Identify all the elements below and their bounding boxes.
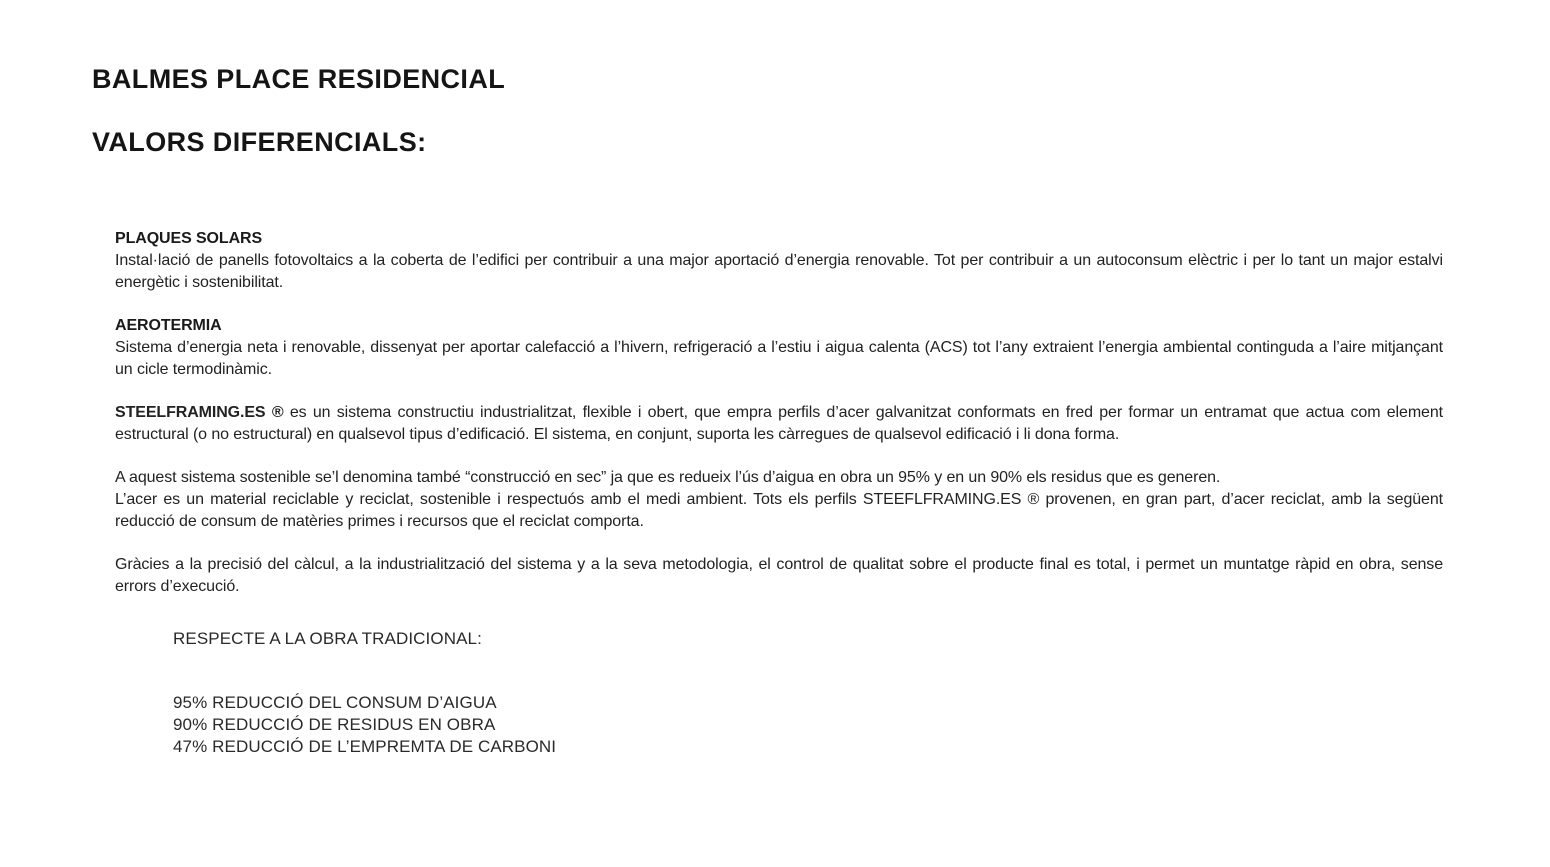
document-subtitle: VALORS DIFERENCIALS: [92, 127, 427, 158]
reduction-item-residus: 90% REDUCCIÓ DE RESIDUS EN OBRA [173, 715, 496, 735]
construccio-en-sec-line2: L’acer es un material reciclable y reciclat, sostenible i respectuós amb el medi ambient. Tots els perfils STEEFLFRAMING.ES ® provenen, en gran part, d’acer reciclat, amb la següent reducció de consum de matèries primes i recursos que el reciclat comporta. [115, 491, 1443, 531]
aerotermia-heading: AEROTERMIA [115, 317, 222, 335]
respecte-heading: RESPECTE A LA OBRA TRADICIONAL: [173, 629, 482, 649]
section-steelframing [115, 402, 1443, 446]
document-title: BALMES PLACE RESIDENCIAL [92, 64, 506, 94]
steelframing-text [115, 402, 1443, 446]
section-precisio [115, 554, 1443, 598]
plaques-solars-text: Instal·lació de panells fotovoltaics a la coberta de l’edifici per contribuir a una major aportació d’energia renovable. Tot per contribuir a un autoconsum elèctric i per lo tant un major estalvi energètic i sostenibilitat. [115, 252, 1443, 292]
section-construccio-en-sec [115, 467, 1443, 533]
steelframing-body: es un sistema constructiu industrialitzat, flexible i obert, que empra perfils d’acer galvanitzat conformats en fred per formar un entramat que actua com element estructural (o no estructural) en qualsevol tipus d’edificació. El sistema, en conjunt, suporta les càrregues de qualsevol edificació i li dona forma. [115, 404, 1443, 444]
document-body [115, 228, 1443, 758]
plaques-solars-heading: PLAQUES SOLARS [115, 230, 263, 248]
steelframing-brand: STEELFRAMING.ES ® [115, 404, 284, 422]
section-plaques-solars [115, 228, 1443, 294]
construccio-en-sec-line1: A aquest sistema sostenible se’l denomina també “construcció en sec” ja que es redueix l’ús d’aigua en obra un 95% y en un 90% els residus que es generen. [115, 469, 1221, 487]
aerotermia-text: Sistema d’energia neta i renovable, dissenyat per aportar calefacció a l’hivern, refrigeració a l’estiu i aigua calenta (ACS) tot l’any extraient l’energia ambiental continguda a l’aire mitjançant un cicle termodinàmic. [115, 339, 1443, 379]
reduction-item-aigua: 95% REDUCCIÓ DEL CONSUM D’AIGUA [173, 693, 497, 713]
reduction-item-carboni: 47% REDUCCIÓ DE L’EMPREMTA DE CARBONI [173, 737, 557, 757]
precisio-text: Gràcies a la precisió del càlcul, a la industrialització del sistema y a la seva metodologia, el control de qualitat sobre el producte final es total, i permet un muntatge ràpid en obra, sense errors d’execució. [115, 556, 1443, 596]
section-respecte-obra-tradicional [173, 628, 1443, 758]
section-aerotermia [115, 315, 1443, 381]
